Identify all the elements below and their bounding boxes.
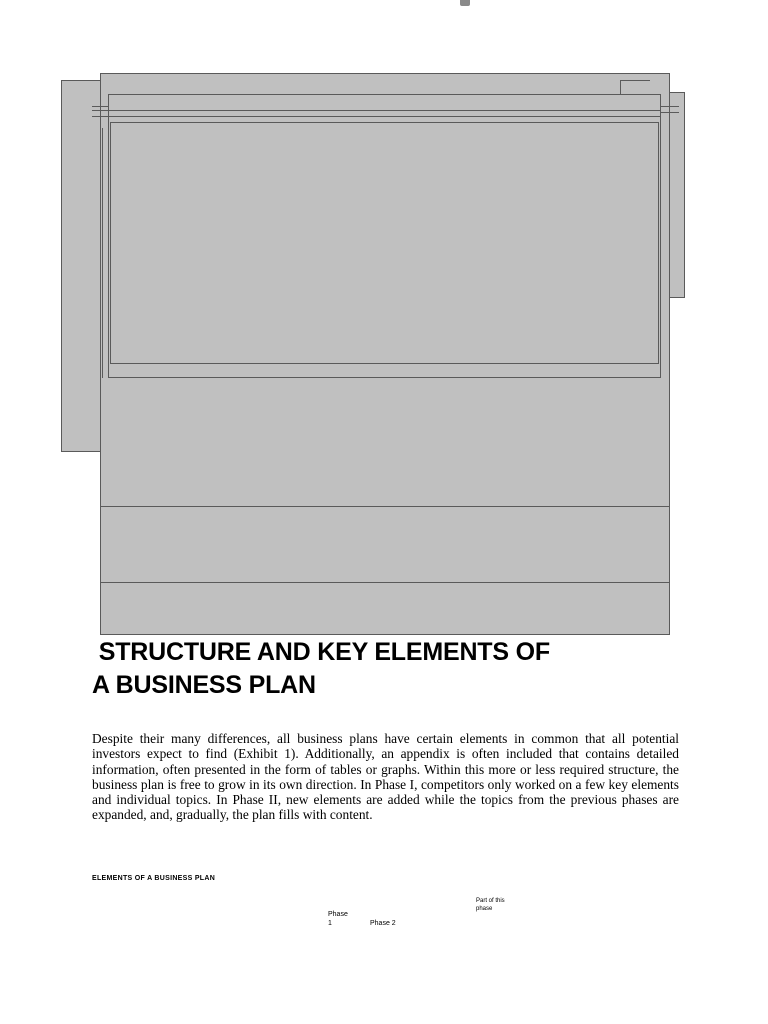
figure-rule <box>92 116 108 117</box>
phase1-label <box>328 910 348 928</box>
figure-panel-innermost <box>110 122 659 364</box>
phase2-label: Phase 2 <box>370 920 396 927</box>
page-title-line: STRUCTURE AND KEY ELEMENTS OF <box>92 638 550 666</box>
figure-rule <box>620 80 650 81</box>
page-title <box>92 636 652 702</box>
exhibit-caption: ELEMENTS OF A BUSINESS PLAN <box>92 875 216 882</box>
page-title-line: A BUSINESS PLAN <box>92 671 316 699</box>
figure-rule <box>661 112 679 113</box>
figure-rule <box>661 106 679 107</box>
figure-rule <box>108 116 661 117</box>
part-of-phase-line: Part of this <box>476 898 505 904</box>
figure-rule <box>102 128 103 378</box>
figure-rule <box>92 110 108 111</box>
part-of-phase-label <box>476 897 505 913</box>
figure-rule <box>108 110 661 111</box>
figure-rule <box>100 582 670 583</box>
part-of-phase-line: phase <box>476 906 493 912</box>
figure-rule <box>92 106 108 107</box>
figure-rule <box>620 80 621 94</box>
phase1-label-line: Phase <box>328 911 348 918</box>
body-paragraph: Despite their many differences, all business plans have certain elements in common that all potential investors expect to find (Exhibit 1). Additionally, an appendix is often included that contains detailed information, often presented in the form of tables or graphs. Within this more or less required structure, the business plan is free to grow in its own direction. In Phase I, competitors only worked on a few key elements and individual topics. In Phase II, new elements are added while the topics from the previous phases are expanded, and, gradually, the plan fills with content. <box>92 731 679 823</box>
phase1-label-line: 1 <box>328 920 332 927</box>
document-icon <box>460 0 470 6</box>
figure-rule <box>100 506 670 507</box>
